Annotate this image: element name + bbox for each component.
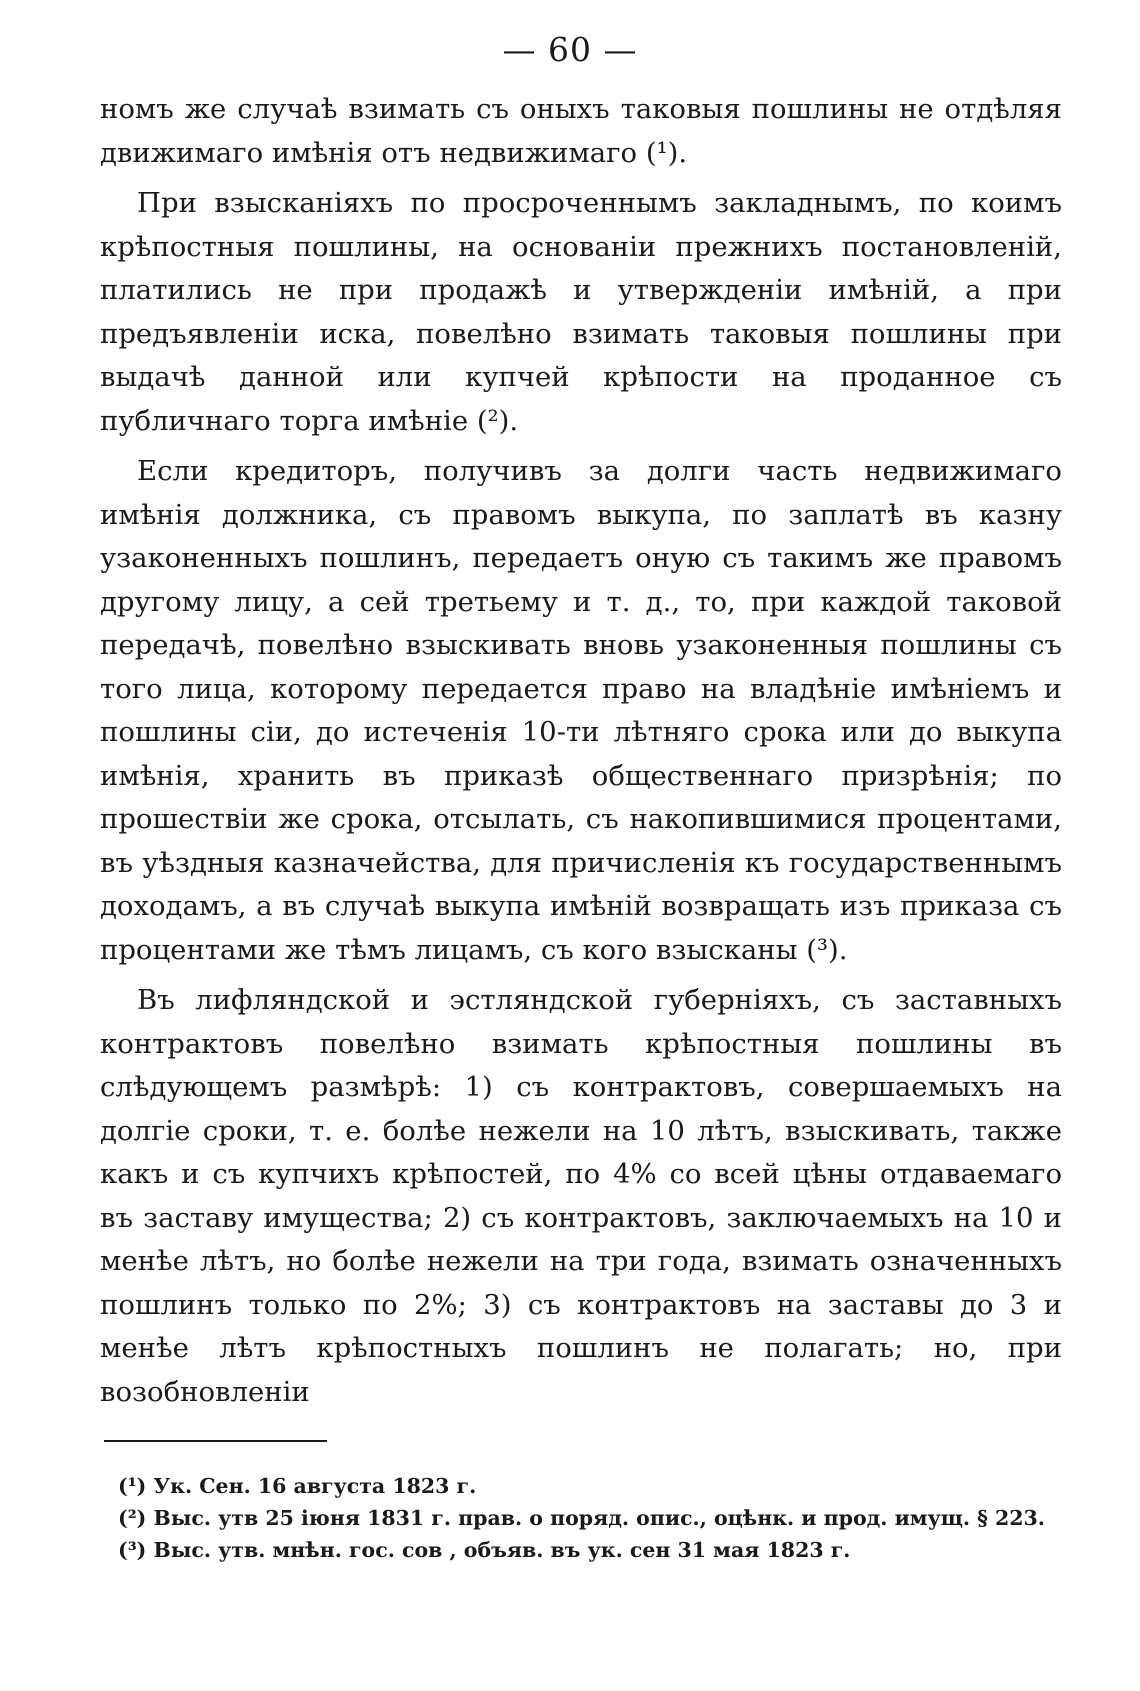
paragraph-continuation: номъ же случаѣ взимать съ оныхъ таковыя пошлины не отдѣляя движимаго имѣнія отъ недвижимаго (¹). (100, 93, 1062, 169)
footnote-2: (²) Выс. утв 25 іюня 1831 г. прав. о поряд. опис., оцѣнк. и прод. имущ. § 223. (118, 1506, 1045, 1530)
footnotes (118, 1470, 1058, 1566)
footnote-3: (³) Выс. утв. мнѣн. гос. сов , объяв. въ ук. сен 31 мая 1823 г. (118, 1538, 851, 1562)
paragraph-livonia-estonia: Въ лифляндской и эстляндской губерніяхъ, съ заставныхъ контрактовъ повелѣно взимать крѣпостныя пошлины въ слѣдующемъ размѣрѣ: 1) съ контрактовъ, совершаемыхъ на долгіе сроки, т. е. болѣе нежели на 10 лѣтъ, взыскивать, также какъ и съ купчихъ крѣпостей, по 4% со всей цѣны отдаваемаго въ заставу имущества; 2) съ контрактовъ, заключаемыхъ на 10 и менѣе лѣтъ, но болѣе нежели на три года, взимать означенныхъ пошлинъ только по 2%; 3) съ контрактовъ на заставы до 3 и менѣе лѣтъ крѣпостныхъ пошлинъ не полагать; но, при возобновленіи (100, 984, 1062, 1408)
page-number: — 60 — (502, 30, 638, 69)
footnote-divider (104, 1440, 327, 1442)
paragraph-creditor-transfer: Если кредиторъ, получивъ за долги часть недвижимаго имѣнія должника, съ правомъ выкупа, по заплатѣ въ казну узаконенныхъ пошлинъ, передаетъ оную съ такимъ же правомъ другому лицу, а сей третьему и т. д., то, при каждой таковой передачѣ, повелѣно взыскивать вновь узаконенныя пошлины съ того лица, которому передается право на владѣніе имѣніемъ и пошлины сіи, до истеченія 10-ти лѣтняго срока или до выкупа имѣнія, хранить въ приказѣ общественнаго призрѣнія; по прошествіи же срока, отсылать, съ накопившимися процентами, въ уѣздныя казначейства, для причисленія къ государственнымъ доходамъ, а въ случаѣ выкупа имѣній возвращать изъ приказа съ процентами же тѣмъ лицамъ, съ кого взысканы (³). (100, 455, 1062, 966)
paragraph-foreclosure-duties: При взысканіяхъ по просроченнымъ закладнымъ, по коимъ крѣпостныя пошлины, на основаніи прежнихъ постановленій, платились не при продажѣ и утвержденіи имѣній, а при предъявленіи иска, повелѣно взимать таковыя пошлины при выдачѣ данной или купчей крѣпости на проданное съ публичнаго торга имѣніе (²). (100, 187, 1062, 437)
main-text (100, 88, 1062, 1421)
footnote-1: (¹) Ук. Сен. 16 августа 1823 г. (118, 1474, 477, 1498)
